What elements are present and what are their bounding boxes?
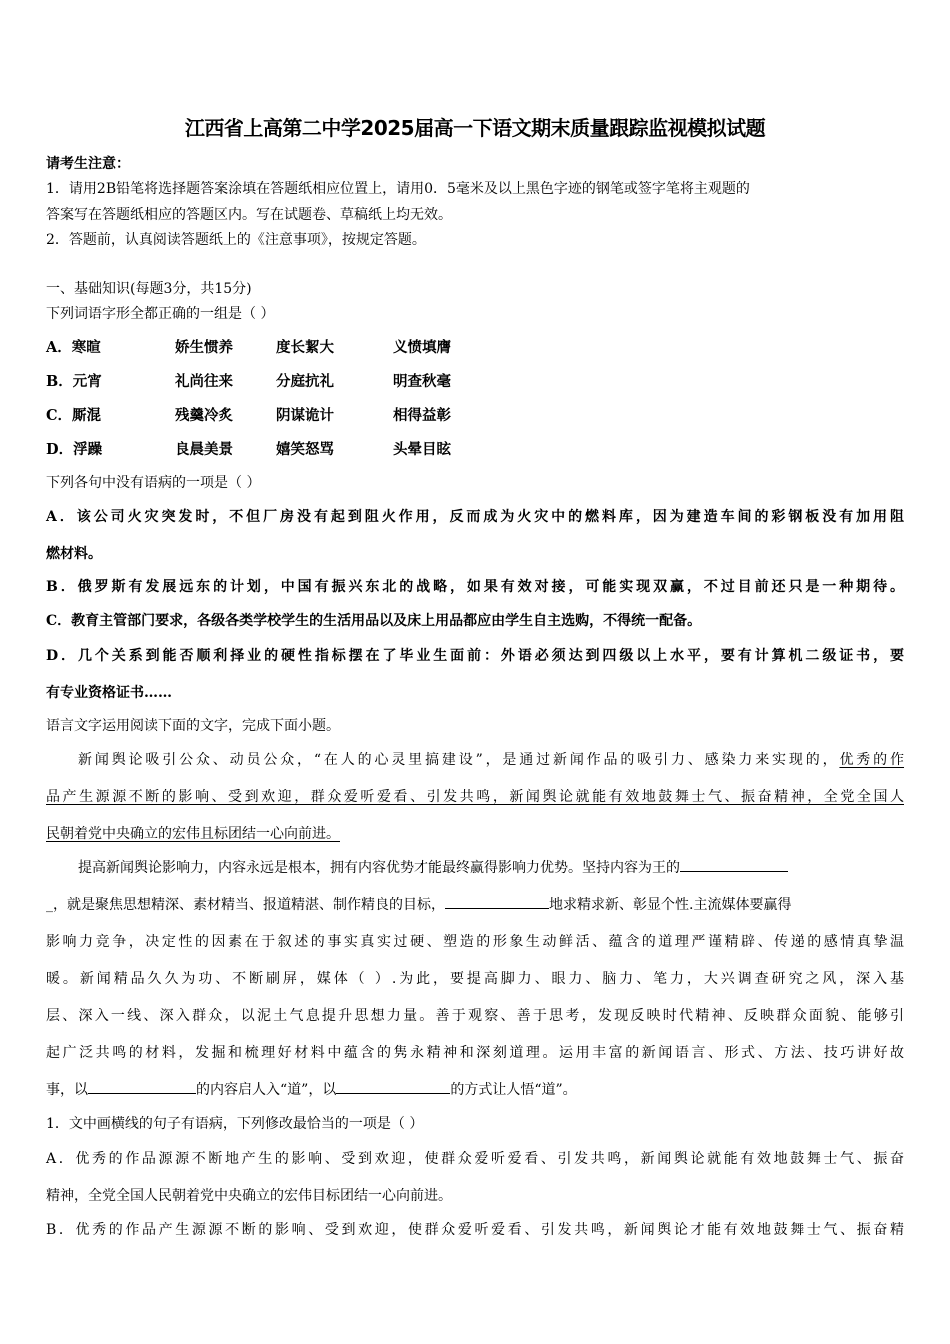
fill-blank [336,1079,450,1094]
passage-text: 的方式让人悟“道”。 [450,1082,577,1098]
underlined-sentence: 优秀的作 [839,752,905,768]
passage-p1-line-2: 品产生源源不断的影响、受到欢迎，群众爱听爱看、引发共鸣，新闻舆论就能有效地鼓舞士气、振奋精神，全党全国人 [46,789,904,805]
passage-text: _，就是聚焦思想精深、素材精当、报道精湛、制作精良的目标， [46,897,445,913]
passage-text: 新闻舆论吸引公众、动员公众，“在人的心灵里搞建设”，是通过新闻作品的吸引力、感染力来实现的， [78,752,840,768]
passage-text: 地求精求新、彰显个性.主流媒体要赢得 [549,897,792,913]
q3-option-b-line-1: B．优秀的作品产生源源不断的影响、受到欢迎，使群众爱听爱看、引发共鸣，新闻舆论才能有效地鼓舞士气、振奋精 [46,1222,904,1238]
passage-p2-line-5: 层、深入一线、深入群众，以泥土气息提升思想力量。善于观察、善于思考，发现反映时代精神、反映群众面貌、能够引 [46,1008,904,1024]
fill-blank [88,1079,196,1094]
q2-option-b: B．俄罗斯有发展远东的计划，中国有振兴东北的战略，如果有效对接，可能实现双赢，不过目前还只是一种期待。 [46,579,904,595]
passage-text: 事，以 [46,1082,88,1098]
option-word: A．寒暄 [46,339,101,356]
notice-item-1-line-1: 1．请用2B铅笔将选择题答案涂填在答题纸相应位置上，请用0．5毫米及以上黑色字迹的钢笔或签字笔将主观题的 [46,181,750,197]
passage-p2-line-2 [46,894,791,914]
option-word: C．厮混 [46,407,102,424]
q2-option-a-line-2: 燃材料。 [46,546,102,562]
passage-p1-line-3: 民朝着党中央确立的宏伟且标团结一心向前进。 [46,826,340,842]
option-word: 明查秋毫 [393,373,451,390]
passage-p2-line-7 [46,1079,577,1099]
option-word: 分庭抗礼 [276,373,334,390]
passage-text: 提高新闻舆论影响力，内容永远是根本，拥有内容优势才能最终赢得影响力优势。坚持内容为王的 [78,860,680,876]
option-word: 良晨美景 [175,441,233,458]
question-3-stem: 1．文中画横线的句子有语病，下列修改最恰当的一项是（ ） [46,1116,424,1132]
passage-p2-line-1 [78,857,788,877]
option-word: D．浮躁 [46,441,103,458]
fill-blank [445,894,549,909]
q2-option-d-line-1: D．几个关系到能否顺利择业的硬性指标摆在了毕业生面前：外语必须达到四级以上水平，要有计算机二级证书，要 [46,648,904,664]
question-1-stem: 下列词语字形全都正确的一组是（ ） [46,306,275,322]
passage-p2-line-6: 起广泛共鸣的材料，发掘和梳理好材料中蕴含的隽永精神和深刻道理。运用丰富的新闻语言、形式、方法、技巧讲好故 [46,1045,904,1061]
passage-p2-line-3: 影响力竞争，决定性的因素在于叙述的事实真实过硬、塑造的形象生动鲜活、蕴含的道理严谨精辟、传递的感情真挚温 [46,934,904,950]
question-2-stem: 下列各句中没有语病的一项是（ ） [46,475,261,491]
option-word: 娇生惯养 [175,339,233,356]
passage-p1-line-1 [46,749,904,769]
passage-p2-line-4: 暖。新闻精品久久为功、不断刷屏，媒体（ ）.为此，要提高脚力、眼力、脑力、笔力，大兴调查研究之风，深入基 [46,971,904,987]
option-word: 阴谋诡计 [276,407,334,424]
q3-option-a-line-1: A．优秀的作品源源不断地产生的影响、受到欢迎，使群众爱听爱看、引发共鸣，新闻舆论就能有效地鼓舞士气、振奋 [46,1151,904,1167]
q3-option-a-line-2: 精神，全党全国人民朝着党中央确立的宏伟目标团结一心向前进。 [46,1188,452,1204]
passage-text: 的内容启人入“道”，以 [196,1082,337,1098]
notice-heading: 请考生注意： [46,156,130,172]
reading-intro: 语言文字运用阅读下面的文字，完成下面小题。 [46,718,340,734]
option-word: 嬉笑怒骂 [276,441,334,458]
option-word: 相得益彰 [393,407,451,424]
q2-option-d-line-2: 有专业资格证书…… [46,685,172,701]
option-word: 头晕目眩 [393,441,451,458]
q2-option-c: C．教育主管部门要求，各级各类学校学生的生活用品以及床上用品都应由学生自主选购，不得统一配备。 [46,613,702,629]
fill-blank [680,857,788,872]
option-word: 残羹冷炙 [175,407,233,424]
option-word: 礼尚往来 [175,373,233,390]
option-word: 义愤填膺 [393,339,451,356]
notice-item-2: 2．答题前，认真阅读答题纸上的《注意事项》，按规定答题。 [46,232,426,248]
option-word: 度长絜大 [276,339,334,356]
q2-option-a-line-1: A．该公司火灾突发时，不但厂房没有起到阻火作用，反而成为火灾中的燃料库，因为建造车间的彩钢板没有加用阻 [46,509,904,525]
page-title: 江西省上高第二中学2025届高一下语文期末质量跟踪监视模拟试题 [184,116,766,140]
notice-item-1-line-2: 答案写在答题纸相应的答题区内。写在试题卷、草稿纸上均无效。 [46,207,452,223]
section-heading: 一、基础知识(每题3分，共15分) [46,281,252,297]
option-word: B．元宵 [46,373,102,390]
